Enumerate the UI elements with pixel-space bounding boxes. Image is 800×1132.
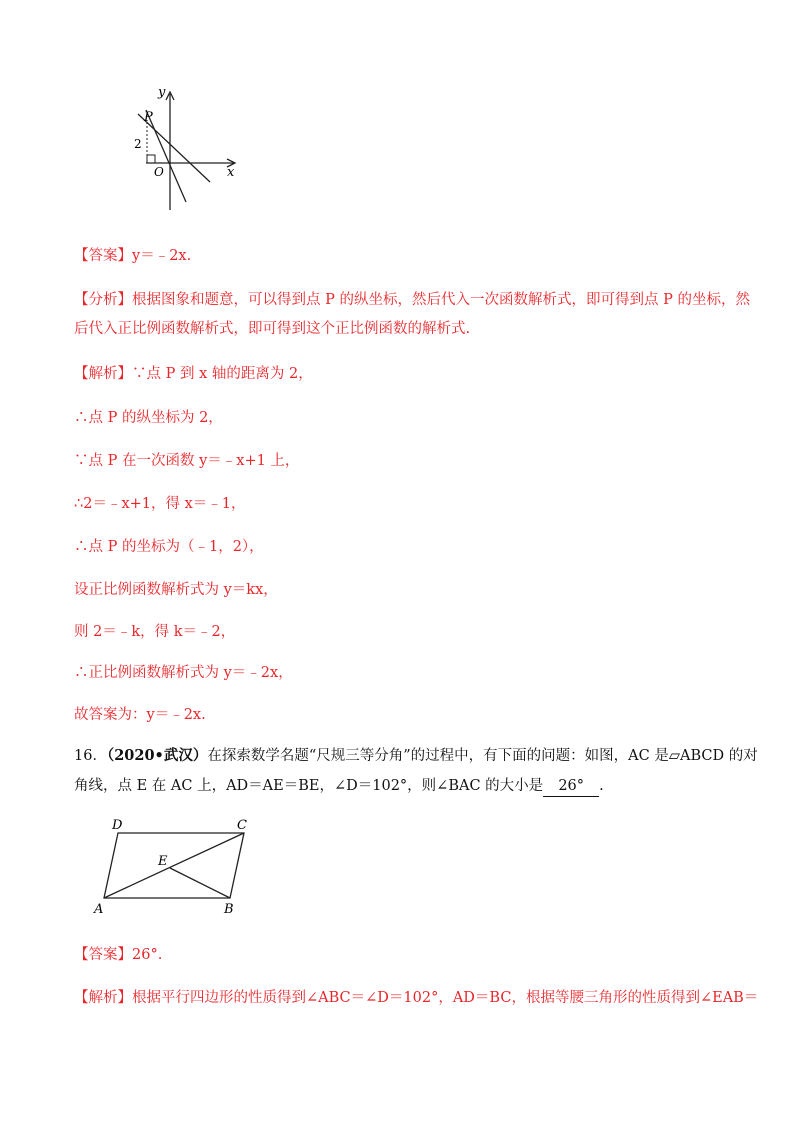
question-source: （2020•武汉） [106, 747, 208, 764]
q15-analysis-line2: 后代入正比例函数解析式，即可得到这个正比例函数的解析式. [74, 321, 471, 337]
solution-step: ∴2＝﹣x+1，得 x＝﹣1， [74, 496, 246, 512]
solution-step: ∵点 P 在一次函数 y＝﹣x+1 上， [74, 453, 300, 469]
q16-solution [74, 988, 758, 1008]
stem-text-1: 在探索数学名题“尺规三等分角”的过程中，有下面的问题：如图，AC 是▱ABCD 的对 [207, 748, 758, 764]
solution-step: ∴正比例函数解析式为 y＝﹣2x， [74, 665, 293, 681]
label-c: C [237, 818, 247, 833]
label-x: x [227, 165, 235, 180]
solution-step: 设正比例函数解析式为 y＝kx， [74, 582, 278, 598]
q15-answer [74, 246, 191, 266]
solution-step: ∵点 P 到 x 轴的距离为 2， [132, 366, 313, 382]
answer-blank: 26° [543, 776, 599, 797]
analysis-text-1: 根据图象和题意，可以得到点 P 的纵坐标，然后代入一次函数解析式，即可得到点 P 的坐标，然 [132, 292, 750, 308]
label-e: E [158, 854, 168, 869]
label-a: A [94, 902, 104, 917]
analysis-tag: 【分析】 [74, 292, 132, 308]
label-y: y [158, 88, 166, 100]
label-p: P [144, 110, 153, 125]
label-d: D [112, 818, 123, 833]
q16-stem-line1 [74, 746, 758, 766]
answer-tag: 【答案】 [74, 248, 132, 264]
label-o: O [154, 165, 164, 179]
stem-period: . [599, 778, 604, 794]
solution-step: 则 2＝﹣k，得 k＝﹣2， [74, 624, 236, 640]
label-b: B [224, 902, 234, 917]
parallelogram-figure [90, 815, 265, 920]
q15-solution-first [74, 364, 313, 384]
coordinate-figure [130, 88, 245, 218]
right-angle-mark [147, 155, 155, 163]
solution-text: 根据平行四边形的性质得到∠ABC＝∠D＝102°，AD＝BC，根据等腰三角形的性质得到∠EAB＝ [132, 990, 759, 1006]
stem-text-2: 角线，点 E 在 AC 上，AD＝AE＝BE，∠D＝102°，则∠BAC 的大小是 [74, 778, 544, 794]
q15-analysis-line1 [74, 290, 750, 310]
segment-eb [170, 868, 230, 898]
diagonal-ac [104, 833, 244, 898]
q16-stem-line2 [74, 776, 604, 797]
solution-step: ∴点 P 的坐标为（﹣1，2）， [74, 539, 264, 555]
q16-answer [74, 945, 162, 965]
solution-tag: 【解析】 [74, 990, 132, 1006]
solution-step: 故答案为：y＝﹣2x. [74, 707, 206, 723]
label-2: 2 [134, 137, 142, 151]
answer-text: 26°. [132, 947, 163, 963]
solution-step: ∴点 P 的纵坐标为 2， [74, 410, 223, 426]
answer-tag: 【答案】 [74, 947, 132, 963]
answer-text: y＝﹣2x. [132, 248, 192, 264]
solution-tag: 【解析】 [74, 366, 132, 382]
question-number: 16． [74, 748, 107, 764]
